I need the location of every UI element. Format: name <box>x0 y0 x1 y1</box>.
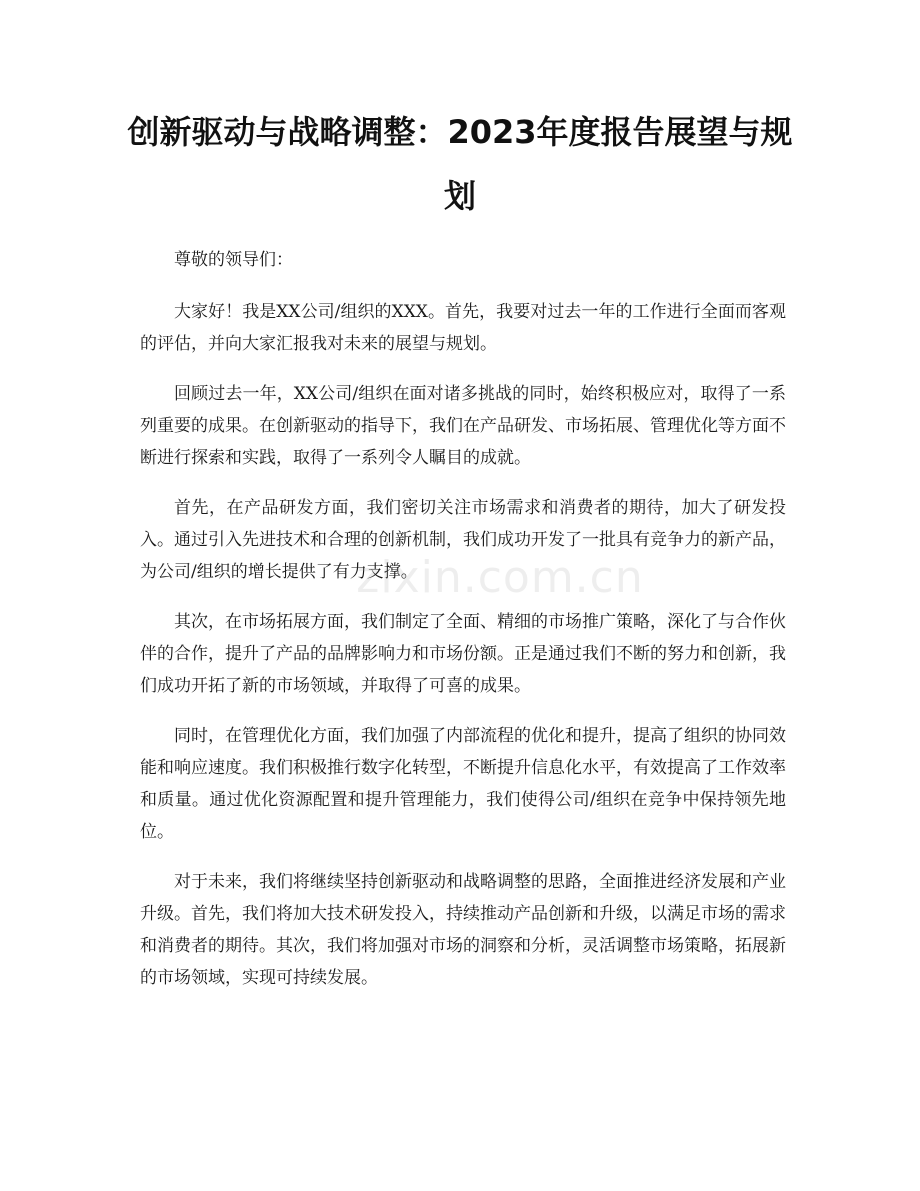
paragraph-3: 首先，在产品研发方面，我们密切关注市场需求和消费者的期待，加大了研发投入。通过引入先进技术和合理的创新机制，我们成功开发了一批具有竞争力的新产品，为公司/组织的增长提供了有力支撑。 <box>140 498 786 582</box>
paragraph-6: 对于未来，我们将继续坚持创新驱动和战略调整的思路，全面推进经济发展和产业升级。首先，我们将加大技术研发投入，持续推动产品创新和升级，以满足市场的需求和消费者的期待。其次，我们将加强对市场的洞察和分析，灵活调整市场策略，拓展新的市场领域，实现可持续发展。 <box>140 872 786 988</box>
watermark-text: zixin.com.cn <box>356 552 644 603</box>
paragraph-1: 大家好！我是XX公司/组织的XXX。首先，我要对过去一年的工作进行全面而客观的评估，并向大家汇报我对未来的展望与规划。 <box>140 302 786 354</box>
paragraph-5: 同时，在管理优化方面，我们加强了内部流程的优化和提升，提高了组织的协同效能和响应速度。我们积极推行数字化转型，不断提升信息化水平，有效提高了工作效率和质量。通过优化资源配置和提升管理能力，我们使得公司/组织在竞争中保持领先地位。 <box>140 726 786 842</box>
paragraph-4: 其次，在市场拓展方面，我们制定了全面、精细的市场推广策略，深化了与合作伙伴的合作，提升了产品的品牌影响力和市场份额。正是通过我们不断的努力和创新，我们成功开拓了新的市场领域，并取得了可喜的成果。 <box>140 612 786 696</box>
salutation: 尊敬的领导们： <box>174 250 293 270</box>
document-body <box>140 244 786 1012</box>
document-title: 创新驱动与战略调整：2023年度报告展望与规划 <box>127 113 793 215</box>
paragraph-2: 回顾过去一年，XX公司/组织在面对诸多挑战的同时，始终积极应对，取得了一系列重要的成果。在创新驱动的指导下，我们在产品研发、市场拓展、管理优化等方面不断进行探索和实践，取得了一系列令人瞩目的成就。 <box>140 384 786 468</box>
